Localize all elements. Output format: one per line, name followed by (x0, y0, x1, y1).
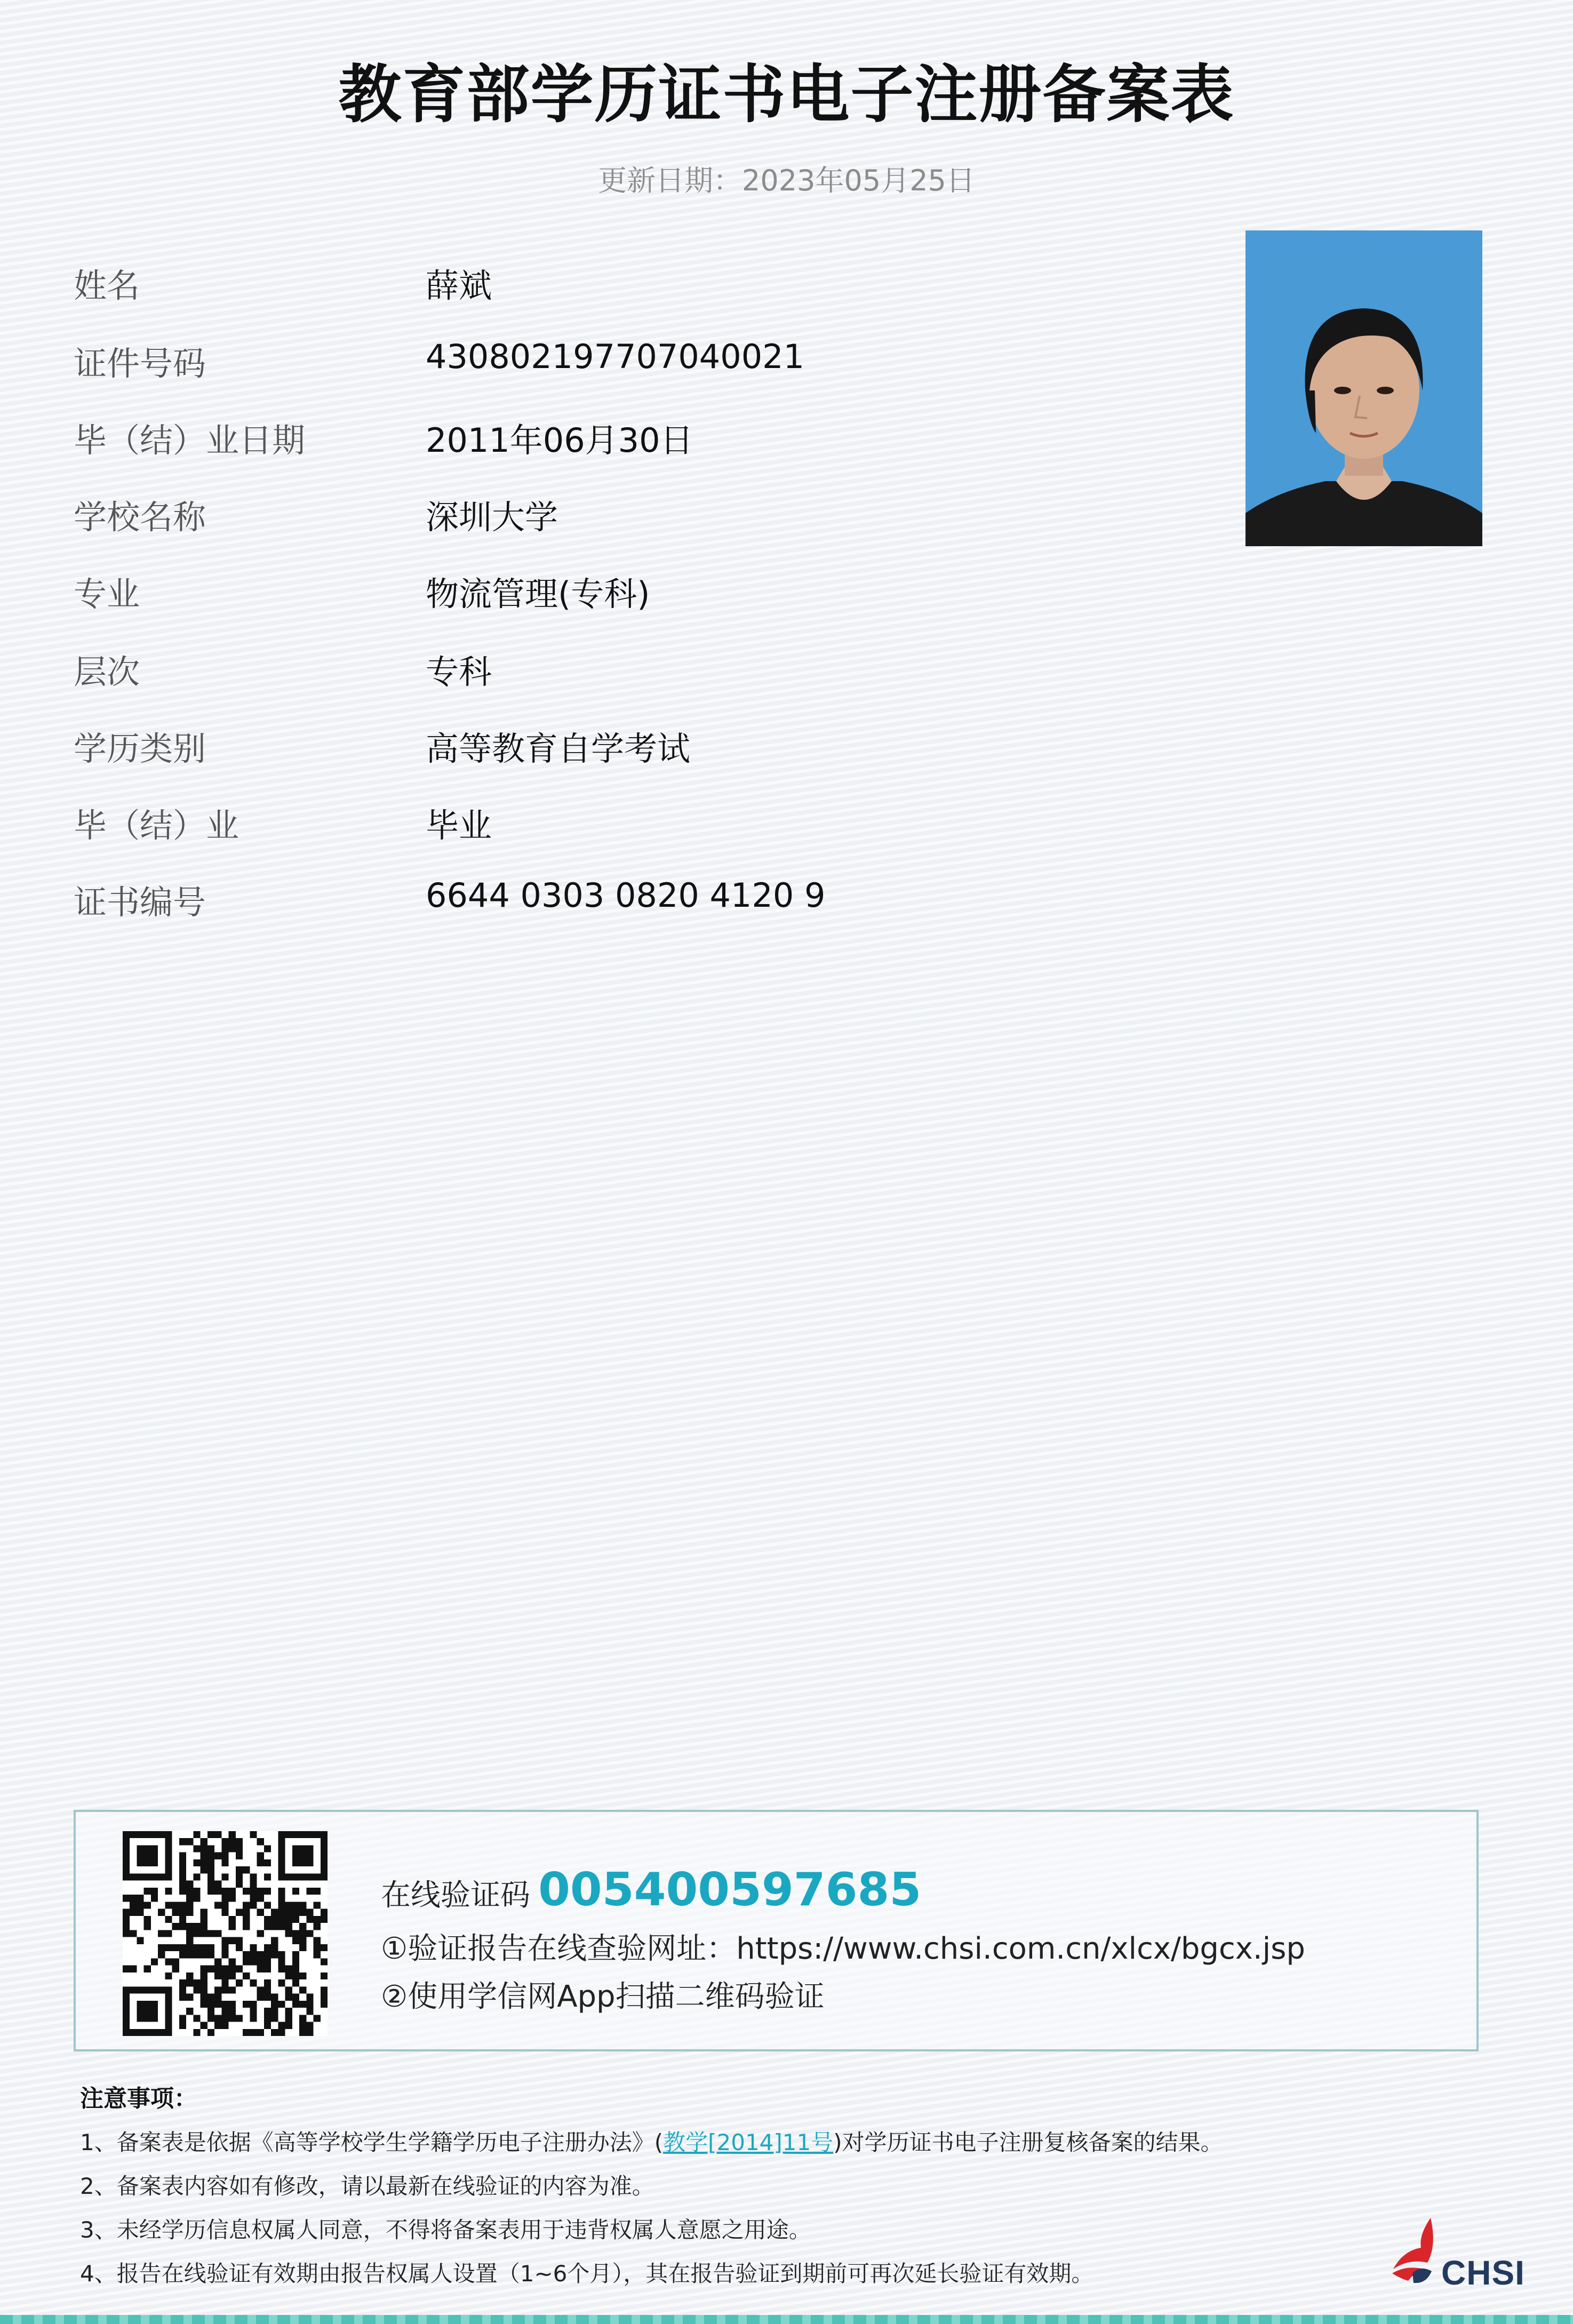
id-photo (1245, 230, 1482, 546)
field-row-graduation-status (74, 799, 1194, 852)
note-item-4: 4、报告在线验证有效期由报告权属人设置（1~6个月），其在报告验证到期前可再次延长验证有效期。 (80, 2261, 1094, 2287)
field-row-major (74, 568, 1194, 621)
field-value: 2011年06月30日 (426, 421, 693, 460)
field-value: 物流管理(专科) (426, 574, 650, 613)
field-value: 专科 (426, 652, 492, 691)
note-item-2: 2、备案表内容如有修改，请以最新在线验证的内容为准。 (80, 2173, 654, 2199)
note-item-1-text-after: )对学历证书电子注册复核备案的结果。 (833, 2129, 1223, 2155)
field-row-school (74, 491, 1194, 544)
chsi-flame-icon (1382, 2214, 1446, 2294)
field-row-graduation-date (74, 414, 1194, 467)
note-item-1 (80, 2125, 1223, 2157)
field-label: 专业 (74, 574, 140, 613)
portrait-image (1245, 230, 1482, 546)
field-label: 毕（结）业日期 (74, 421, 306, 460)
field-label: 姓名 (74, 266, 140, 305)
notes-title: 注意事项： (80, 2085, 197, 2112)
field-value: 毕业 (426, 806, 492, 845)
verification-code-label: 在线验证码 (381, 1878, 530, 1913)
field-row-level (74, 645, 1194, 699)
field-value: 6644 0303 0820 4120 9 (426, 876, 826, 915)
field-row-id-number (74, 337, 1194, 390)
verification-url-line[interactable]: ①验证报告在线查验网址：https://www.chsi.com.cn/xlcx/bgcx.jsp (381, 1931, 1305, 1966)
note-item-1-text-before: 1、备案表是依据《高等学校学生学籍学历电子注册办法》( (80, 2129, 664, 2155)
field-label: 学校名称 (74, 498, 206, 537)
field-row-name (74, 259, 1194, 313)
field-label: 层次 (74, 652, 140, 691)
field-value: 薛斌 (426, 266, 492, 305)
field-row-certificate-number (74, 876, 1194, 929)
chsi-logo-text: CHSI (1441, 2254, 1525, 2292)
bottom-border (0, 2315, 1573, 2324)
verification-code-line (381, 1863, 921, 1916)
verification-box (74, 1810, 1479, 2051)
verification-app-line: ②使用学信网App扫描二维码验证 (381, 1979, 825, 2014)
verification-code: 005400597685 (538, 1863, 922, 1916)
field-label: 证书编号 (74, 883, 206, 922)
field-label: 证件号码 (74, 344, 206, 383)
document-title: 教育部学历证书电子注册备案表 (338, 58, 1235, 131)
field-label: 毕（结）业 (74, 806, 239, 845)
note-item-3: 3、未经学历信息权属人同意，不得将备案表用于违背权属人意愿之用途。 (80, 2217, 811, 2243)
regulation-link[interactable]: 教学[2014]11号 (663, 2129, 834, 2155)
field-row-education-type (74, 722, 1194, 776)
chsi-logo (1382, 2214, 1526, 2294)
field-value: 深圳大学 (426, 498, 558, 537)
field-label: 学历类别 (74, 729, 206, 768)
qr-code-icon[interactable] (123, 1831, 328, 2036)
field-value: 高等教育自学考试 (426, 729, 691, 768)
update-date: 更新日期：2023年05月25日 (598, 164, 975, 197)
field-value: 430802197707040021 (426, 337, 805, 376)
